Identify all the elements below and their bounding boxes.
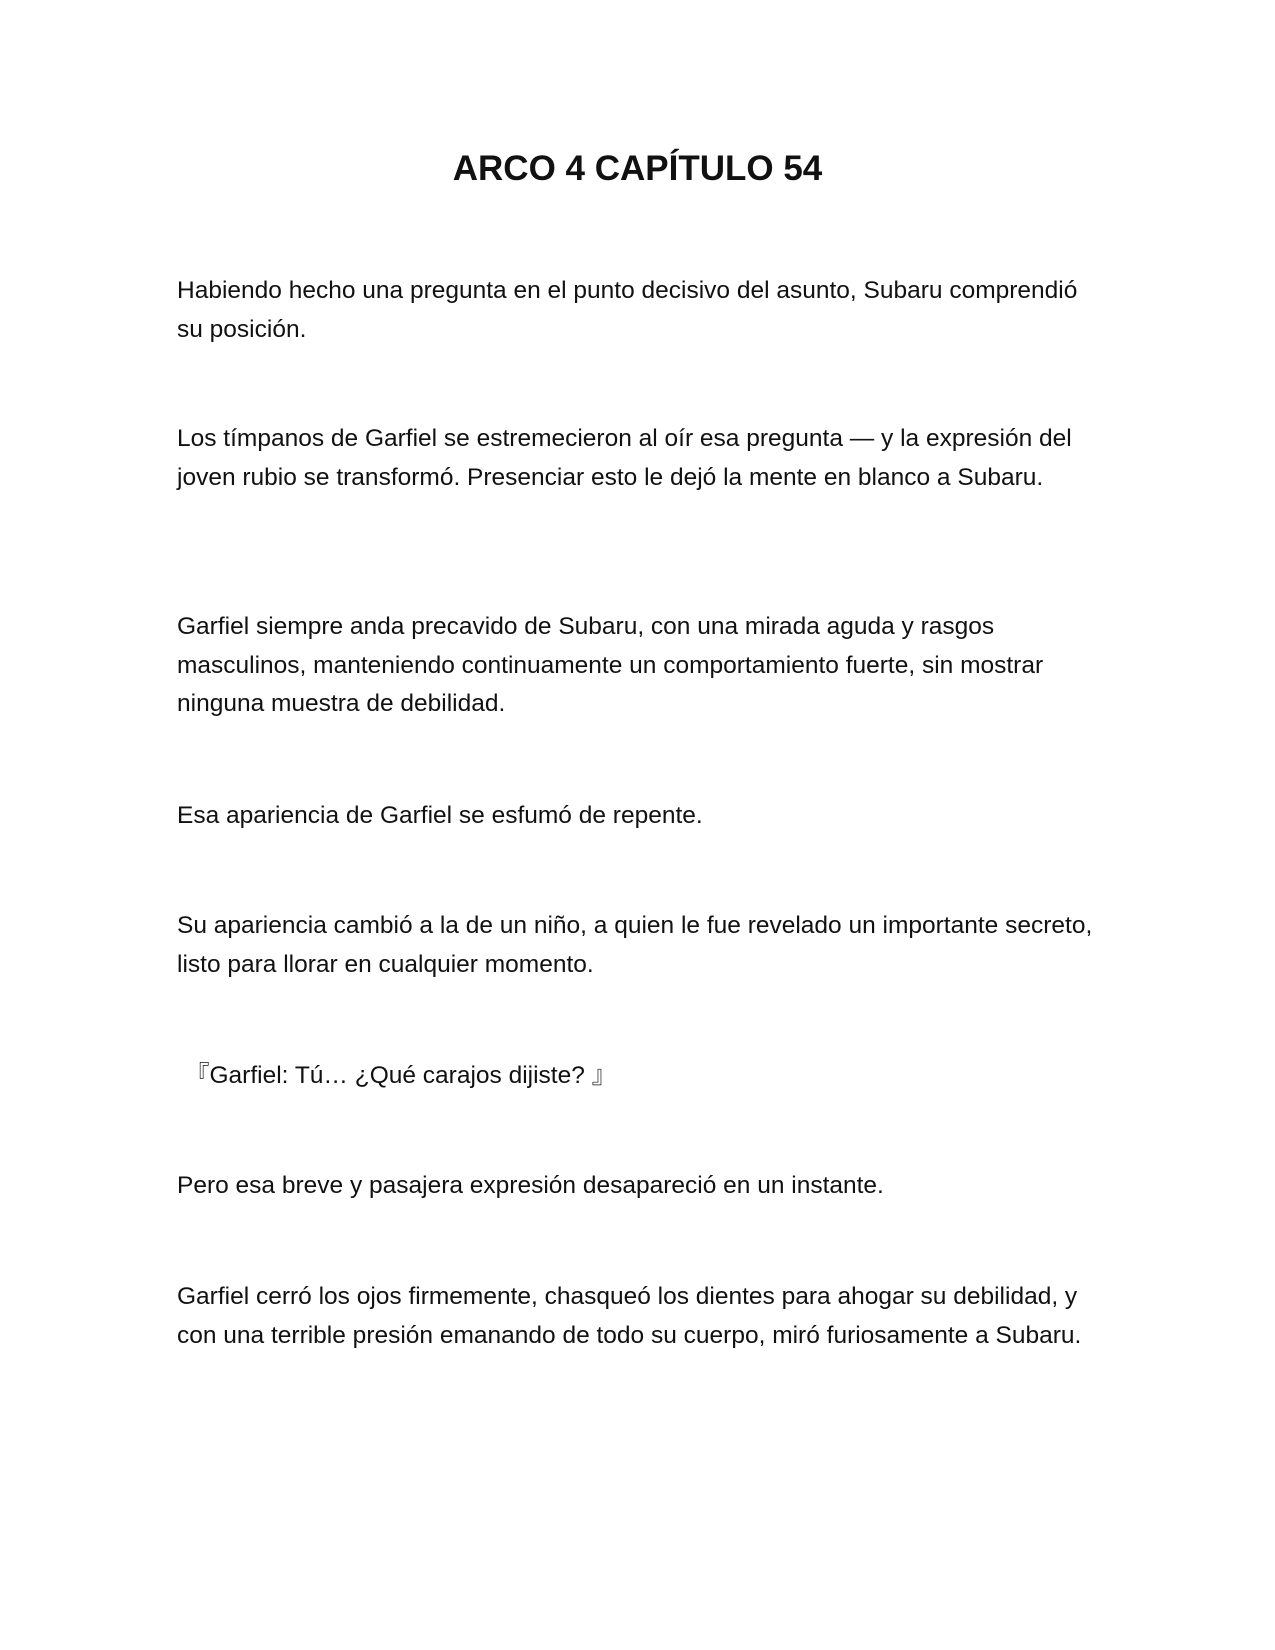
chapter-title: ARCO 4 CAPÍTULO 54 <box>452 149 823 188</box>
paragraph-4: Esa apariencia de Garfiel se esfumó de repente. <box>177 802 703 829</box>
paragraph-3: Garfiel siempre anda precavido de Subaru, con una mirada aguda y rasgos masculinos, manteniendo continuamente un comportamiento fuerte, sin mostrar ninguna muestra de debilidad. <box>177 613 1044 717</box>
paragraph-2: Los tímpanos de Garfiel se estremecieron al oír esa pregunta — y la expresión del joven rubio se transformó. Presenciar esto le dejó la mente en blanco a Subaru. <box>177 425 1072 491</box>
paragraph-1: Habiendo hecho una pregunta en el punto decisivo del asunto, Subaru comprendió su posición. <box>177 277 1078 343</box>
paragraph-5: Su apariencia cambió a la de un niño, a quien le fue revelado un importante secreto, listo para llorar en cualquier momento. <box>177 912 1093 978</box>
paragraph-8: Garfiel cerró los ojos firmemente, chasqueó los dientes para ahogar su debilidad, y con una terrible presión emanando de todo su cuerpo, miró furiosamente a Subaru. <box>177 1283 1082 1349</box>
dialogue-line: 『Garfiel: Tú… ¿Qué carajos dijiste? 』 <box>185 1062 617 1089</box>
paragraph-7: Pero esa breve y pasajera expresión desapareció en un instante. <box>177 1172 884 1199</box>
